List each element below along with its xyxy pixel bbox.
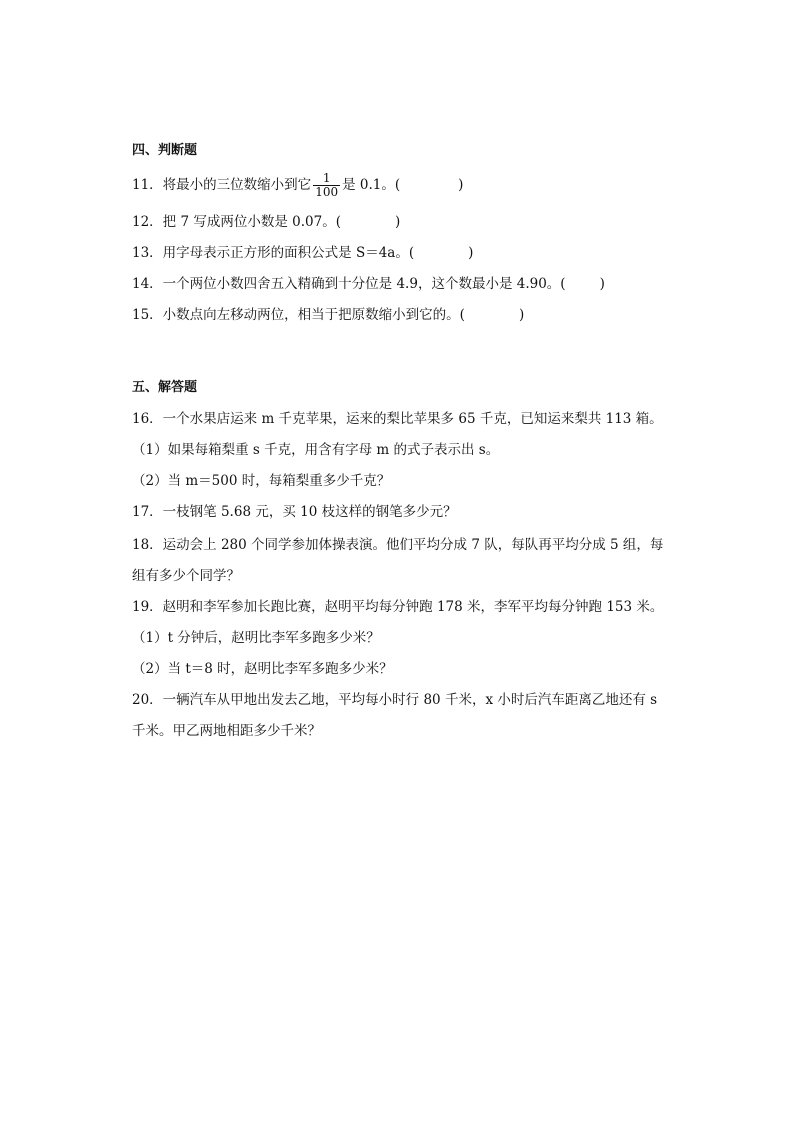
- q12-close: ): [394, 214, 401, 230]
- q15-text: 15．小数点向左移动两位，相当于把原数缩小到它的。(: [132, 307, 465, 323]
- q14-text: 14．一个两位小数四舍五入精确到十分位是 4.9，这个数最小是 4.90。(: [132, 276, 566, 292]
- fraction-numerator: 1: [322, 171, 331, 185]
- question-19-part-2: （2）当 t＝8 时，赵明比李军多跑多少米？: [132, 661, 393, 677]
- question-13: [132, 243, 672, 263]
- question-20-line-1: 20．一辆汽车从甲地出发去乙地，平均每小时行 80 千米，x 小时后汽车距离乙地还有 s: [132, 692, 658, 708]
- question-19-part-1: （1）t 分钟后，赵明比李军多跑多少米？: [132, 630, 380, 646]
- q11-text-before: 11．将最小的三位数缩小到它: [132, 177, 312, 193]
- question-17: 17．一枝钢笔 5.68 元，买 10 枝这样的钢笔多少元？: [132, 504, 457, 520]
- fraction-one-hundredth: [313, 172, 340, 199]
- q12-text: 12．把 7 写成两位小数是 0.07。(: [132, 214, 341, 230]
- question-19: 19．赵明和李军参加长跑比赛，赵明平均每分钟跑 178 米，李军平均每分钟跑 153 米。: [132, 599, 664, 615]
- question-18-line-2: 组有多少个同学？: [132, 568, 240, 584]
- question-14: [132, 274, 672, 294]
- section-4-heading: 四、判断题: [132, 143, 198, 158]
- question-20-line-2: 千米。甲乙两地相距多少千米？: [132, 723, 321, 739]
- question-15: [132, 305, 672, 325]
- q14-close: ): [599, 276, 605, 292]
- question-12: [132, 212, 672, 232]
- q11-close: ): [458, 177, 464, 193]
- q13-close: ): [468, 245, 474, 261]
- q13-text: 13．用字母表示正方形的面积公式是 S＝4a。(: [132, 245, 415, 261]
- question-16: 16．一个水果店运来 m 千克苹果，运来的梨比苹果多 65 千克，已知运来梨共 113 箱。: [132, 411, 663, 427]
- question-16-part-1: （1）如果每箱梨重 s 千克，用含有字母 m 的式子表示出 s。: [132, 442, 500, 458]
- question-11: [132, 172, 672, 199]
- q11-text-after: 是 0.1。(: [342, 177, 401, 193]
- fraction-denominator: 100: [315, 185, 339, 199]
- section-5-heading: 五、解答题: [132, 380, 198, 395]
- q15-close: ): [518, 307, 525, 323]
- question-18-line-1: 18．运动会上 280 个同学参加体操表演。他们平均分成 7 队，每队再平均分成 5 组，每: [132, 537, 664, 553]
- question-16-part-2: （2）当 m＝500 时，每箱梨重多少千克？: [132, 473, 391, 489]
